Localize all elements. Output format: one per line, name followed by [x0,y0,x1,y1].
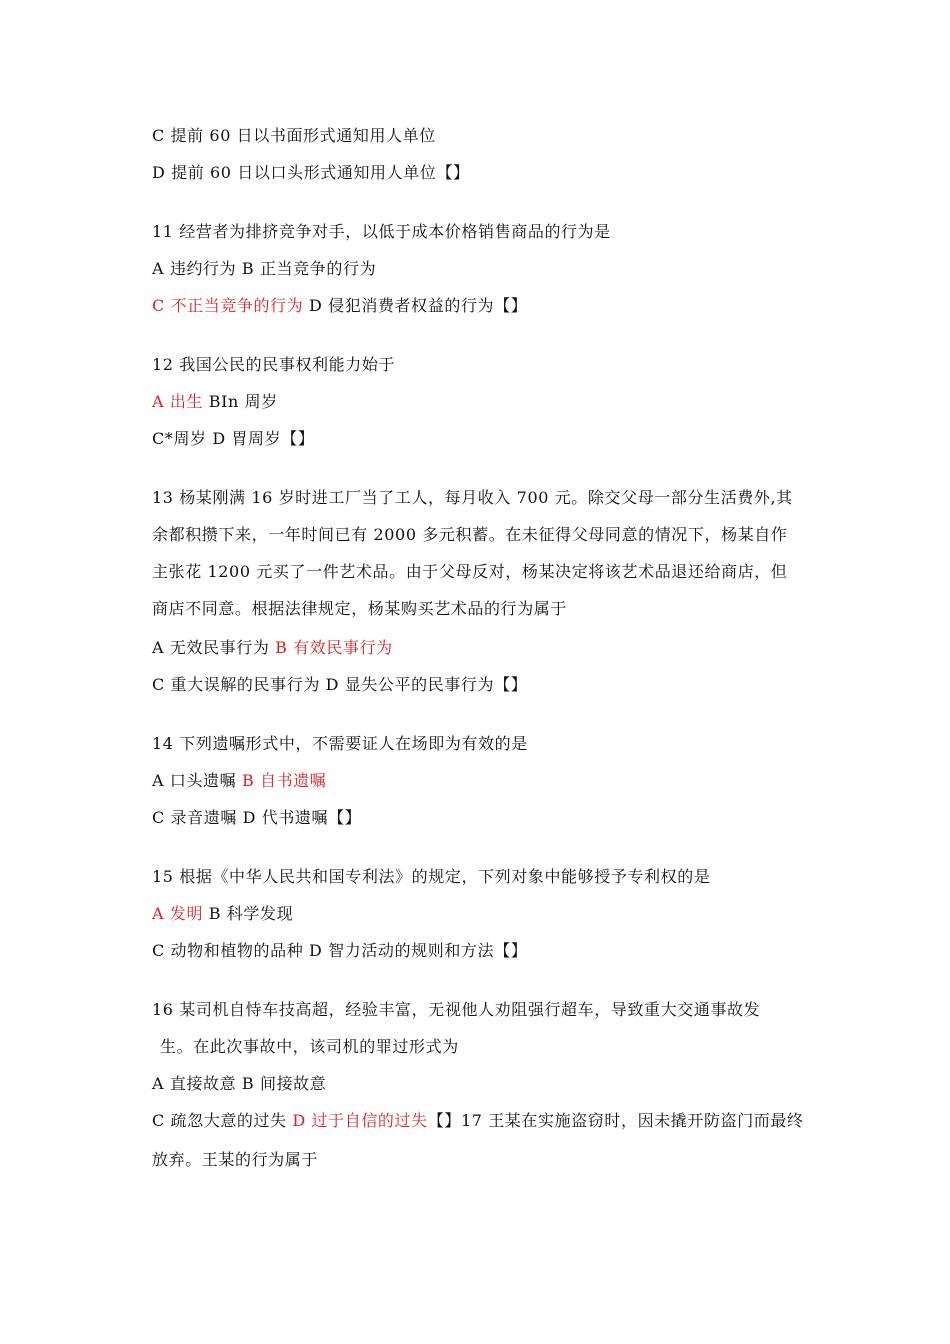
option-line-10-c [152,125,436,147]
option-line-13-cd [152,674,527,696]
text-segment: 主张花 1200 元买了一件艺术品。由于父母反对，杨某决定将该艺术品退还给商店，但 [152,562,788,581]
text-segment: C 动物和植物的品种 D 智力活动的规则和方法【】 [152,941,528,960]
option-line-13-ab [152,637,393,659]
text-segment: 生。在此次事故中，该司机的罪过形式为 [160,1037,459,1056]
text-segment: C 提前 60 日以书面形式通知用人单位 [152,126,436,145]
text-segment: D 侵犯消费者权益的行为【】 [303,296,528,315]
answer-highlight: D 过于自信的过失 [292,1111,428,1130]
text-segment: BIn 周岁 [203,392,278,411]
answer-highlight: C 不正当竞争的行为 [152,296,304,315]
question-17-stem-line-2 [152,1149,318,1171]
option-line-15-ab [152,903,293,925]
text-segment: 16 某司机自恃车技高超，经验丰富，无视他人劝阻强行超车，导致重大交通事故发 [152,1000,761,1019]
text-segment: 放弃。王某的行为属于 [152,1150,319,1169]
question-16-stem-line-1 [152,999,760,1021]
text-segment: C 录音遗嘱 D 代书遗嘱【】 [152,808,362,827]
text-segment: D 提前 60 日以口头形式通知用人单位【】 [152,163,470,182]
text-segment: A 违约行为 B 正当竞争的行为 [152,259,377,278]
answer-highlight: B 自书遗嘱 [241,771,327,790]
option-line-16-ab [152,1073,326,1095]
question-16-stem-line-2 [160,1036,459,1058]
option-line-11-ab [152,258,376,280]
question-15-stem [152,866,710,888]
text-segment: 11 经营者为排挤竞争对手，以低于成本价格销售商品的行为是 [152,222,611,241]
question-13-stem-line-2 [152,524,788,546]
option-line-10-d [152,162,470,184]
option-line-15-cd [152,940,527,962]
question-13-stem-line-4 [152,598,567,620]
text-segment: 13 杨某刚满 16 岁时进工厂当了工人，每月收入 700 元。除交父母一部分生活费外,其 [152,488,793,507]
text-segment: C 疏忽大意的过失 [152,1111,293,1130]
text-segment: 14 下列遗嘱形式中，不需要证人在场即为有效的是 [152,734,528,753]
option-line-14-ab [152,770,326,792]
answer-highlight: B 有效民事行为 [275,638,393,657]
text-segment: C 重大误解的民事行为 D 显失公平的民事行为【】 [152,675,528,694]
answer-highlight: A 发明 [152,904,204,923]
option-line-12-ab [152,391,278,413]
option-line-12-cd [152,428,314,450]
option-line-14-cd [152,807,361,829]
question-14-stem [152,733,528,755]
question-13-stem-line-3 [152,561,788,583]
text-segment: 余都积攒下来，一年时间已有 2000 多元积蓄。在未征得父母同意的情况下，杨某自作 [152,525,788,544]
text-segment: 15 根据《中华人民共和国专利法》的规定，下列对象中能够授予专利权的是 [152,867,711,886]
text-segment: A 直接故意 B 间接故意 [152,1074,327,1093]
text-segment: C*周岁 D 胃周岁【】 [152,429,315,448]
text-segment: 【】17 王某在实施盗窃时，因未撬开防盗门而最终 [427,1111,804,1130]
question-13-stem-line-1 [152,487,793,509]
text-segment: 12 我国公民的民事权利能力始于 [152,355,396,374]
text-segment: 商店不同意。根据法律规定，杨某购买艺术品的行为属于 [152,599,568,618]
text-segment: A 口头遗嘱 [152,771,242,790]
text-segment: B 科学发现 [203,904,294,923]
answer-highlight: A 出生 [152,392,204,411]
option-line-16-cd [152,1110,804,1132]
question-11-stem [152,221,611,243]
option-line-11-cd [152,295,527,317]
question-12-stem [152,354,395,376]
text-segment: A 无效民事行为 [152,638,276,657]
